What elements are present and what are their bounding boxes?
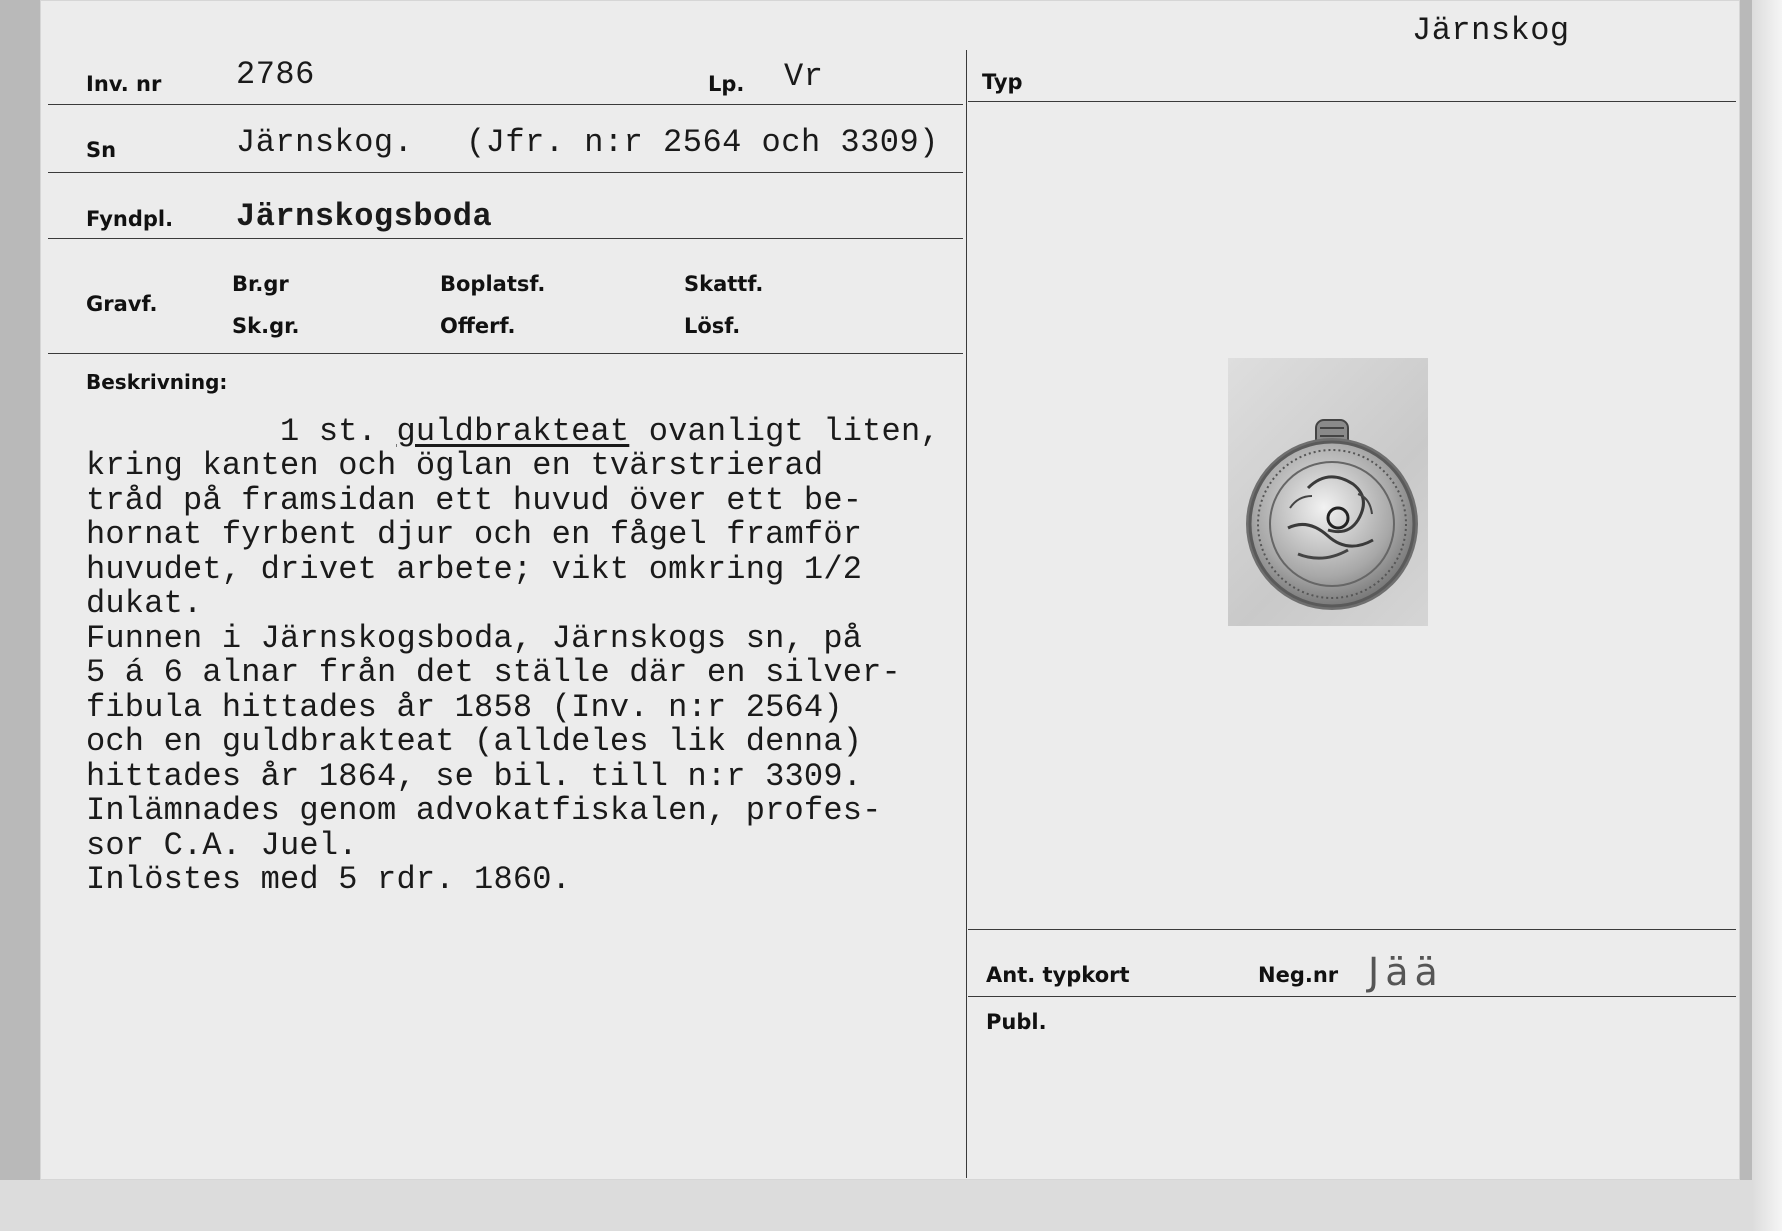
rule-fyndpl [48, 238, 963, 239]
desc-line-7: Funnen i Järnskogsboda, Järnskogs sn, på [86, 619, 863, 657]
rule-publ-top [968, 996, 1736, 997]
desc-line-10: och en guldbrakteat (alldeles lik denna) [86, 723, 863, 760]
corner-parish-name: Järnskog [1412, 12, 1570, 49]
desc-line-3: tråd på framsidan ett huvud över ett be- [86, 481, 863, 519]
card-shadow-bottom [0, 1180, 1782, 1231]
desc-underlined-term: guldbrakteat [396, 412, 630, 450]
desc-line-1-pre: 1 st. [280, 412, 397, 450]
desc-line-14: Inlöstes med 5 rdr. 1860. [86, 861, 572, 898]
desc-line-9: fibula hittades år 1858 (Inv. n:r 2564) [86, 688, 843, 726]
lp-value: Vr [784, 58, 824, 95]
sn-label: Sn [86, 138, 117, 162]
description-text [86, 380, 986, 898]
bracteate-drawing [1228, 358, 1428, 626]
ant-typkort-label: Ant. typkort [986, 963, 1130, 987]
bracteate-photo [1228, 358, 1428, 626]
skattf-label: Skattf. [684, 272, 764, 296]
beskrivning-label: Beskrivning: [86, 370, 228, 394]
inv-nr-label: Inv. nr [86, 72, 162, 96]
rule-negnr-top [968, 929, 1736, 930]
card-shadow-right [1752, 0, 1782, 1231]
desc-line-8: 5 á 6 alnar från det ställe där en silver- [86, 654, 901, 691]
rule-sn [48, 172, 963, 173]
desc-line-5: huvudet, drivet arbete; vikt omkring 1/2 [86, 550, 863, 588]
losf-label: Lösf. [684, 314, 741, 338]
desc-indent [86, 413, 280, 450]
desc-line-13: sor C.A. Juel. [86, 826, 358, 864]
publ-label: Publ. [986, 1010, 1047, 1034]
offerf-label: Offerf. [440, 314, 516, 338]
neg-nr-label: Neg.nr [1258, 963, 1339, 987]
sn-reference: (Jfr. n:r 2564 och 3309) [466, 124, 939, 161]
desc-line-1-post: ovanligt liten, [629, 412, 940, 450]
desc-line-4: hornat fyrbent djur och en fågel framför [86, 516, 863, 553]
fyndpl-value: Järnskogsboda [236, 198, 493, 235]
rule-inv [48, 104, 963, 105]
boplatsf-label: Boplatsf. [440, 272, 546, 296]
inv-nr-value: 2786 [236, 56, 315, 93]
desc-line-6: dukat. [86, 585, 203, 622]
typ-label: Typ [982, 70, 1023, 94]
desc-line-11: hittades år 1864, se bil. till n:r 3309. [86, 757, 863, 795]
neg-nr-value: Jää [1368, 950, 1444, 994]
lp-label: Lp. [708, 72, 745, 96]
rule-gravf [48, 353, 963, 354]
desc-line-2: kring kanten och öglan en tvärstrierad [86, 447, 824, 484]
fyndpl-label: Fyndpl. [86, 207, 174, 231]
rule-typ [968, 101, 1736, 102]
desc-line-12: Inlämnades genom advokatfiskalen, profes- [86, 792, 882, 829]
sn-value: Järnskog. [236, 124, 414, 161]
br-gr-label: Br.gr [232, 272, 289, 296]
gravf-label: Gravf. [86, 292, 158, 316]
sk-gr-label: Sk.gr. [232, 314, 300, 338]
